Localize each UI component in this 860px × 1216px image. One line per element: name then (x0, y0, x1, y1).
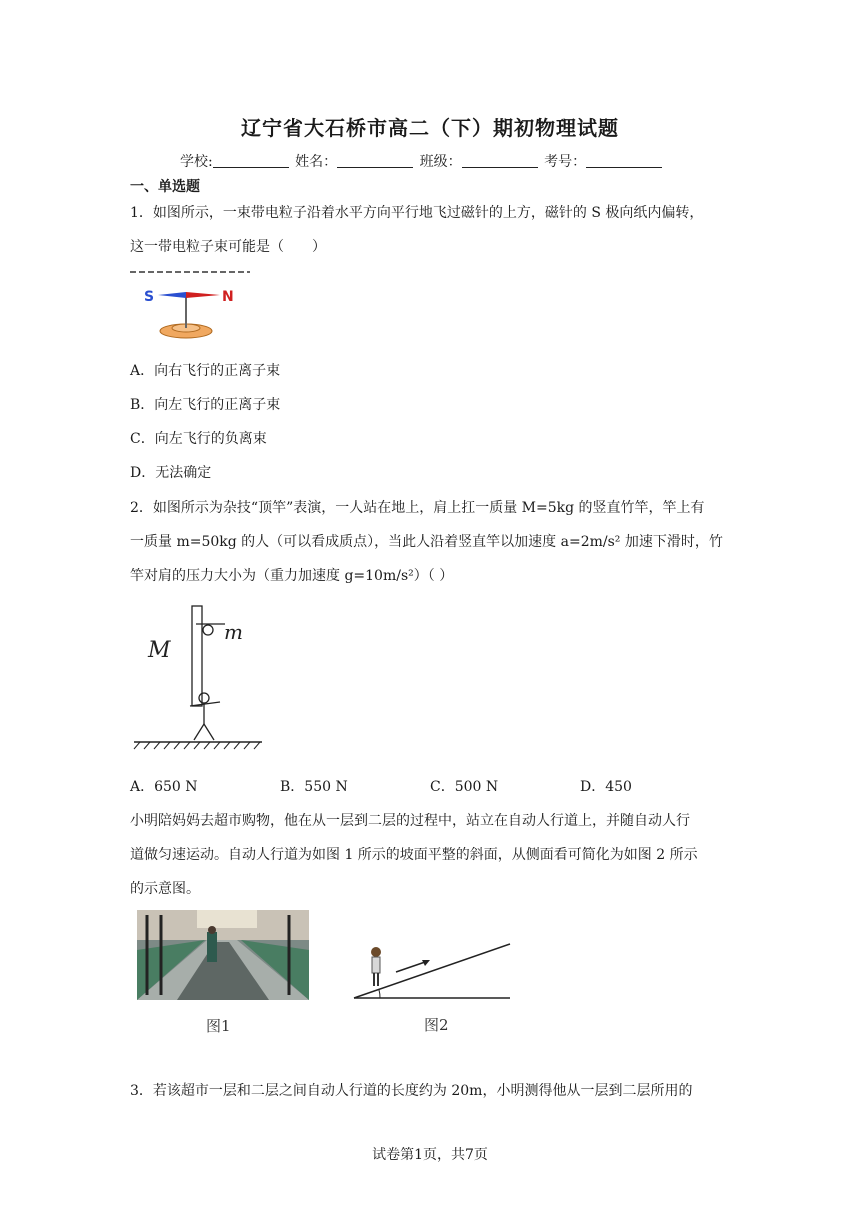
q3-text-line-1: 3．若该超市一层和二层之间自动人行道的长度约为 20m，小明测得他从一层到二层所用的 (130, 1083, 693, 1099)
bamboo-pole (192, 606, 202, 706)
q2-option-b[interactable]: B．550 N (280, 779, 348, 795)
motion-arrow (396, 961, 428, 972)
compass-needle-figure (128, 264, 258, 344)
needle-n-label: N (222, 289, 234, 305)
section-heading: 一、单选题 (130, 179, 200, 195)
name-label: 姓名： (295, 154, 338, 170)
incline-diagram (352, 938, 514, 1002)
passage-line-3: 的示意图。 (130, 881, 200, 897)
person-head (199, 693, 209, 703)
figure-1-label: 图1 (206, 1017, 231, 1035)
passage-line-1: 小明陪妈妈去超市购物，他在从一层到二层的过程中，站立在自动人行道上，并随自动人行 (130, 813, 690, 829)
figure-2-label: 图2 (424, 1016, 449, 1034)
label-M: M (148, 638, 171, 663)
q2-option-a[interactable]: A．650 N (130, 779, 198, 795)
page-title: 辽宁省大石桥市高二（下）期初物理试题 (241, 116, 619, 140)
q1-text-line-2: 这一带电粒子束可能是（ ） (130, 239, 326, 255)
school-field[interactable] (213, 153, 289, 168)
q1-option-a[interactable]: A．向右飞行的正离子束 (130, 363, 281, 379)
passage-line-2: 道做匀速运动。自动人行道为如图 1 所示的坡面平整的斜面，从侧面看可简化为如图 2 所示 (130, 847, 698, 863)
exam-no-field[interactable] (586, 153, 662, 168)
page-footer: 试卷第1页，共7页 (372, 1147, 488, 1163)
q1-option-c[interactable]: C．向左飞行的负离束 (130, 431, 267, 447)
needle-n-pole (186, 292, 220, 298)
needle-s-pole (158, 292, 186, 298)
moving-walkway-photo (137, 910, 309, 1000)
person-m (203, 625, 213, 635)
class-label: 班级： (419, 154, 462, 170)
q1-option-d[interactable]: D．无法确定 (130, 465, 212, 481)
q2-option-d[interactable]: D．450 (580, 779, 632, 795)
label-m: m (224, 620, 243, 644)
school-label: 学校: (180, 154, 213, 170)
class-field[interactable] (462, 153, 538, 168)
q2-option-c[interactable]: C．500 N (430, 779, 499, 795)
q2-text-line-3: 竿对肩的压力大小为（重力加速度 g=10m/s²）（ ） (130, 568, 454, 584)
exam-no-label: 考号： (544, 154, 587, 170)
name-field[interactable] (337, 153, 413, 168)
q1-option-b[interactable]: B．向左飞行的正离子束 (130, 397, 281, 413)
needle-s-label: S (144, 289, 155, 305)
student-info-line (180, 151, 664, 171)
person-head (371, 947, 381, 957)
q1-text-line-1: 1．如图所示，一束带电粒子沿着水平方向平行地飞过磁针的上方，磁针的 S 极向纸内偏转， (130, 205, 704, 221)
pole-act-figure (130, 602, 265, 752)
q2-text-line-1: 2．如图所示为杂技“顶竿”表演，一人站在地上，肩上扛一质量 M=5kg 的竖直竹竿，竿上有 (130, 500, 705, 516)
q2-text-line-2: 一质量 m=50kg 的人（可以看成质点），当此人沿着竖直竿以加速度 a=2m/s² 加速下滑时，竹 (130, 534, 723, 550)
